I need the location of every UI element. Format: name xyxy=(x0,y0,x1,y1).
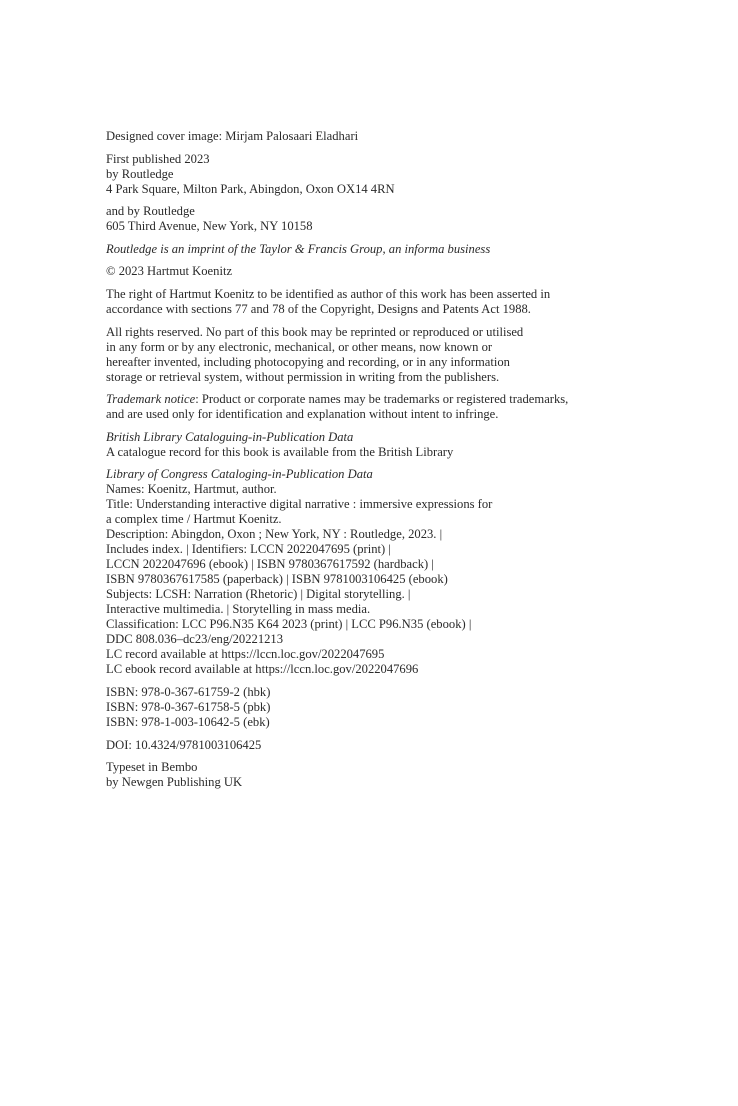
publication-us-line: 605 Third Avenue, New York, NY 10158 xyxy=(106,219,313,234)
loc-line: Title: Understanding interactive digital narrative : immersive expressions for xyxy=(106,497,493,512)
copyright-notice xyxy=(106,264,696,279)
cover-credit xyxy=(106,129,696,144)
british-library-data xyxy=(106,430,696,460)
doi-line: DOI: 10.4324/9781003106425 xyxy=(106,737,262,752)
loc-line: a complex time / Hartmut Koenitz. xyxy=(106,512,282,527)
typeset-info xyxy=(106,760,696,790)
loc-line: Includes index. | Identifiers: LCCN 2022047695 (print) | xyxy=(106,542,391,557)
loc-line: Description: Abingdon, Oxon ; New York, NY : Routledge, 2023. | xyxy=(106,527,443,542)
reserved-line: storage or retrieval system, without permission in writing from the publishers. xyxy=(106,369,500,384)
publication-us-info xyxy=(106,204,696,234)
loc-line: LCCN 2022047696 (ebook) | ISBN 9780367617592 (hardback) | xyxy=(106,557,434,572)
reserved-line: All rights reserved. No part of this book may be reprinted or reproduced or utilised xyxy=(106,324,524,339)
loc-heading: Library of Congress Cataloging-in-Publication Data xyxy=(106,467,373,482)
imprint-line: Routledge is an imprint of the Taylor & Francis Group, an informa business xyxy=(106,241,491,256)
rights-line: accordance with sections 77 and 78 of the Copyright, Designs and Patents Act 1988. xyxy=(106,301,531,316)
publication-us-line: and by Routledge xyxy=(106,204,195,219)
moral-rights xyxy=(106,287,696,317)
reserved-line: in any form or by any electronic, mechanical, or other means, now known or xyxy=(106,339,493,354)
trademark-line xyxy=(106,392,696,407)
trademark-label: Trademark notice xyxy=(106,392,196,407)
trademark-notice xyxy=(106,392,696,422)
isbn-pbk: ISBN: 978-0-367-61758-5 (pbk) xyxy=(106,699,271,714)
loc-record-line: LC record available at https://lccn.loc.gov/2022047695 xyxy=(106,647,385,662)
publication-line: 4 Park Square, Milton Park, Abingdon, Oxon OX14 4RN xyxy=(106,181,395,196)
publication-line: First published 2023 xyxy=(106,151,210,166)
trademark-line: and are used only for identification and explanation without intent to infringe. xyxy=(106,407,499,422)
british-library-heading: British Library Cataloguing-in-Publication Data xyxy=(106,429,354,444)
typeset-line: by Newgen Publishing UK xyxy=(106,775,243,790)
loc-line: Classification: LCC P96.N35 K64 2023 (print) | LCC P96.N35 (ebook) | xyxy=(106,617,472,632)
isbn-hbk: ISBN: 978-0-367-61759-2 (hbk) xyxy=(106,684,271,699)
reserved-line: hereafter invented, including photocopying and recording, or in any information xyxy=(106,354,510,369)
trademark-text: : Product or corporate names may be trademarks or registered trademarks, xyxy=(195,392,569,407)
british-library-line: A catalogue record for this book is available from the British Library xyxy=(106,444,454,459)
rights-reserved xyxy=(106,325,696,385)
loc-data xyxy=(106,467,696,677)
loc-line: Subjects: LCSH: Narration (Rhetoric) | Digital storytelling. | xyxy=(106,587,411,602)
cover-credit-line: Designed cover image: Mirjam Palosaari Eladhari xyxy=(106,129,359,143)
copyright-line: © 2023 Hartmut Koenitz xyxy=(106,264,233,279)
loc-line: ISBN 9780367617585 (paperback) | ISBN 9781003106425 (ebook) xyxy=(106,572,448,587)
publication-info xyxy=(106,152,696,197)
loc-line: DDC 808.036–dc23/eng/20221213 xyxy=(106,632,284,647)
loc-line: Names: Koenitz, Hartmut, author. xyxy=(106,482,277,497)
isbn-ebk: ISBN: 978-1-003-10642-5 (ebk) xyxy=(106,714,270,729)
loc-ebook-record-line: LC ebook record available at https://lccn.loc.gov/2022047696 xyxy=(106,662,419,677)
isbn-list xyxy=(106,685,696,730)
rights-line: The right of Hartmut Koenitz to be identified as author of this work has been asserted in xyxy=(106,286,551,301)
doi-info xyxy=(106,738,696,753)
copyright-content xyxy=(106,129,696,798)
imprint-statement xyxy=(106,242,696,257)
typeset-line: Typeset in Bembo xyxy=(106,760,198,775)
publication-line: by Routledge xyxy=(106,166,174,181)
loc-line: Interactive multimedia. | Storytelling in mass media. xyxy=(106,602,371,617)
